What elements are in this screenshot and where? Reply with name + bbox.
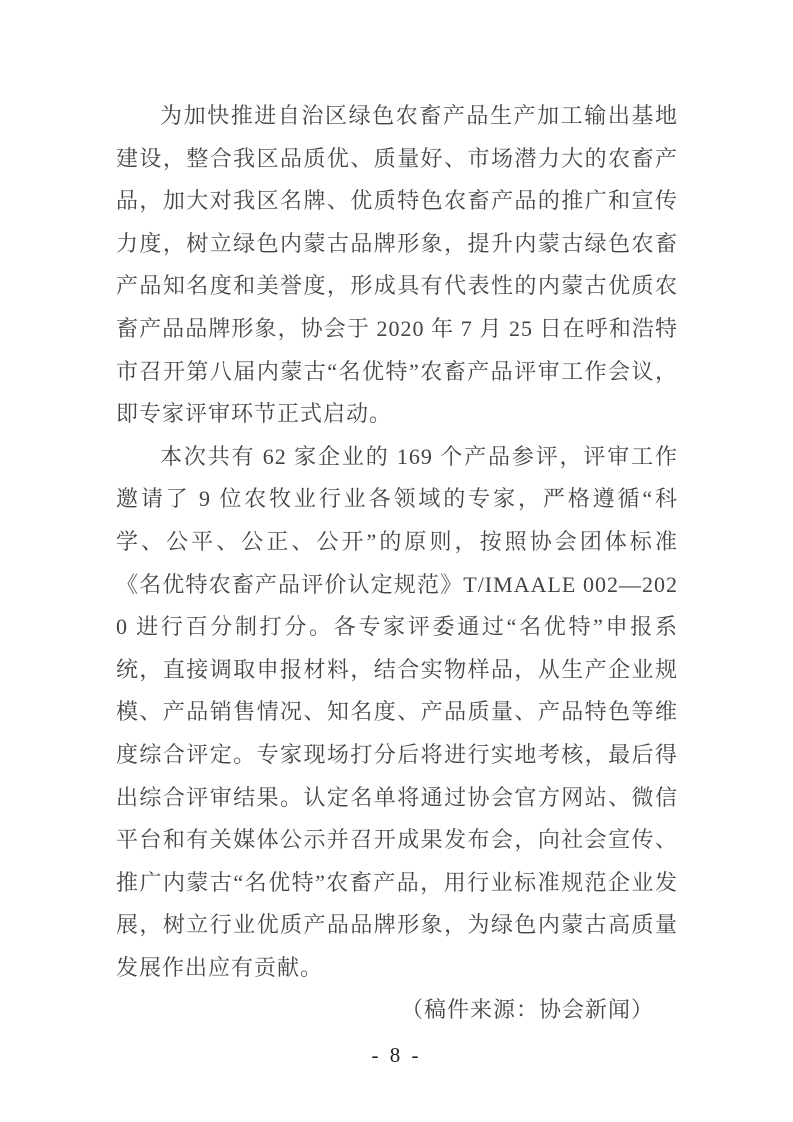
page-number: - 8 - bbox=[371, 1043, 422, 1067]
page-body-text bbox=[116, 95, 678, 1032]
source-attribution: （稿件来源：协会新闻） bbox=[400, 997, 654, 1023]
body-paragraph-1: 为加快推进自治区绿色农畜产品生产加工输出基地建设，整合我区品质优、质量好、市场潜力大的农畜产品，加大对我区名牌、优质特色农畜产品的推广和宣传力度，树立绿色内蒙古品牌形象，提升内蒙古绿色农畜产品知名度和美誉度，形成具有代表性的内蒙古优质农畜产品品牌形象，协会于 2020 年 7 月 25 日在呼和浩特市召开第八届内蒙古“名优特”农畜产品评审工作会议，即专家评审环节正式启动。 bbox=[116, 103, 678, 427]
body-paragraph-2: 本次共有 62 家企业的 169 个产品参评，评审工作邀请了 9 位农牧业行业各领域的专家，严格遵循“科学、公平、公正、公开”的原则，按照协会团体标准《名优特农畜产品评价认定规范》T/IMAALE 002—2020 进行百分制打分。各专家评委通过“名优特”申报系统，直接调取申报材料，结合实物样品，从生产企业规模、产品销售情况、知名度、产品质量、产品特色等维度综合评定。专家现场打分后将进行实地考核，最后得出综合评审结果。认定名单将通过协会官方网站、微信平台和有关媒体公示并召开成果发布会，向社会宣传、推广内蒙古“名优特”农畜产品，用行业标准规范企业发展，树立行业优质产品品牌形象，为绿色内蒙古高质量发展作出应有贡献。 bbox=[116, 443, 678, 980]
